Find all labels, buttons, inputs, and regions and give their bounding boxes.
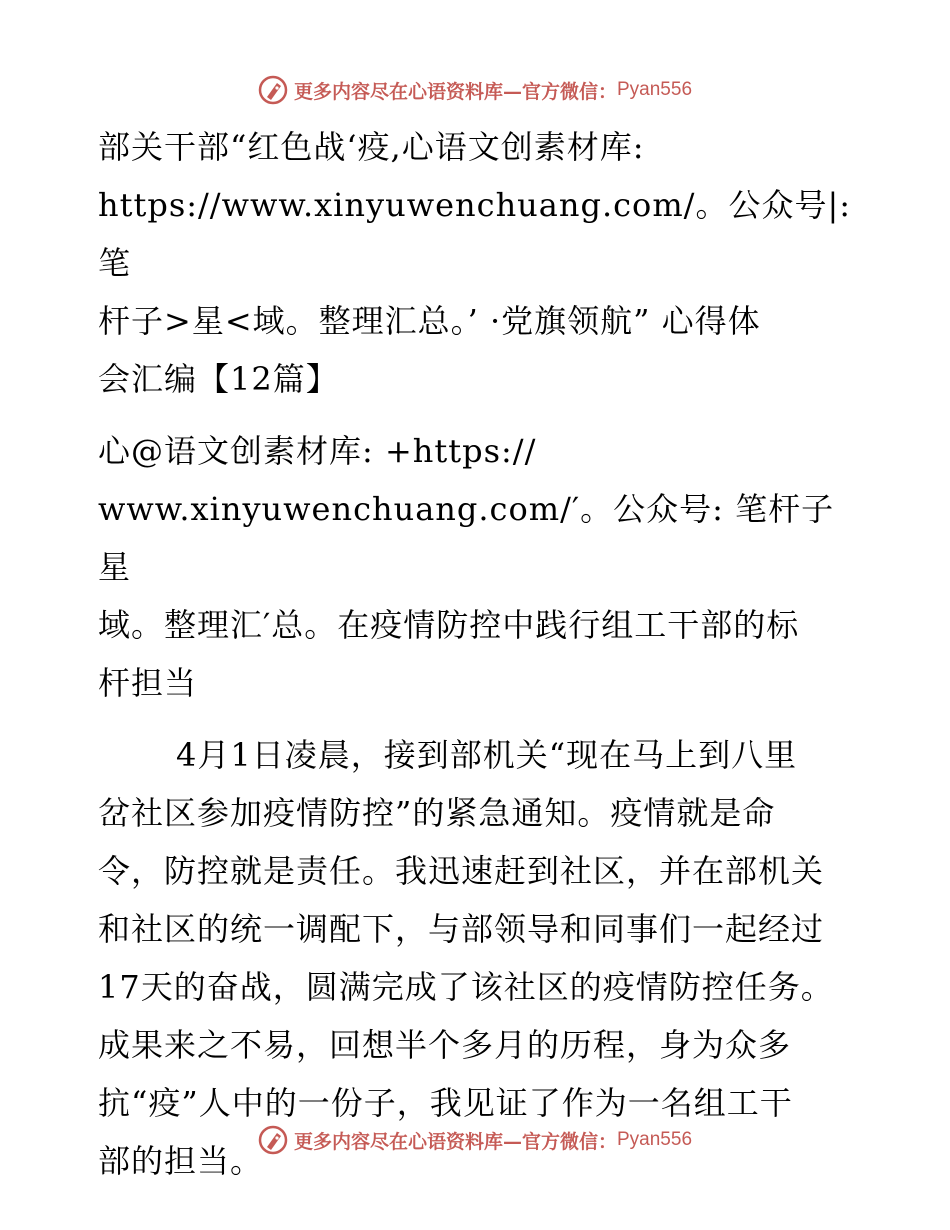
watermark-wechat-id: Pyan556 <box>617 1129 693 1150</box>
title-paragraph: 部关干部“红色战‘疫,心语文创素材库: https://www.xinyuwenchuang.com/。公众号|: 笔 杆子>星<域。整理汇总。’ ·党旗领航” 心得体 会汇编【12篇】 <box>98 128 852 398</box>
body-paragraph: 4月1日凌晨，接到部机关“现在马上到八里 岔社区参加疫情防控”的紧急通知。疫情就是命 令，防控就是责任。我迅速赶到社区，并在部机关 和社区的统一调配下，与部领导和同事们一起经过 17天的奋战，圆满完成了该社区的疫情防控任务。 成果来之不易，回想半个多月的历程，身为众多 抗“疫”人中的一份子，我见证了作为一名组工干 部的担当。 <box>98 736 834 1180</box>
watermark-banner-bottom <box>0 1120 950 1160</box>
watermark-text: 更多内容尽在心语资料库—官方微信： <box>293 80 617 103</box>
subtitle-paragraph: 心@语文创素材库: +https:// www.xinyuwenchuang.com/′。公众号: 笔杆子星 域。整理汇′总。在疫情防控中践行组工干部的标 杆担当 <box>98 432 835 702</box>
document-body <box>98 118 858 1204</box>
watermark-text: 更多内容尽在心语资料库—官方微信： <box>293 1130 617 1153</box>
watermark-wechat-id: Pyan556 <box>617 79 693 100</box>
watermark-banner-top <box>0 70 950 110</box>
pen-nib-logo-icon <box>258 1125 288 1155</box>
pen-nib-logo-icon <box>258 75 288 105</box>
